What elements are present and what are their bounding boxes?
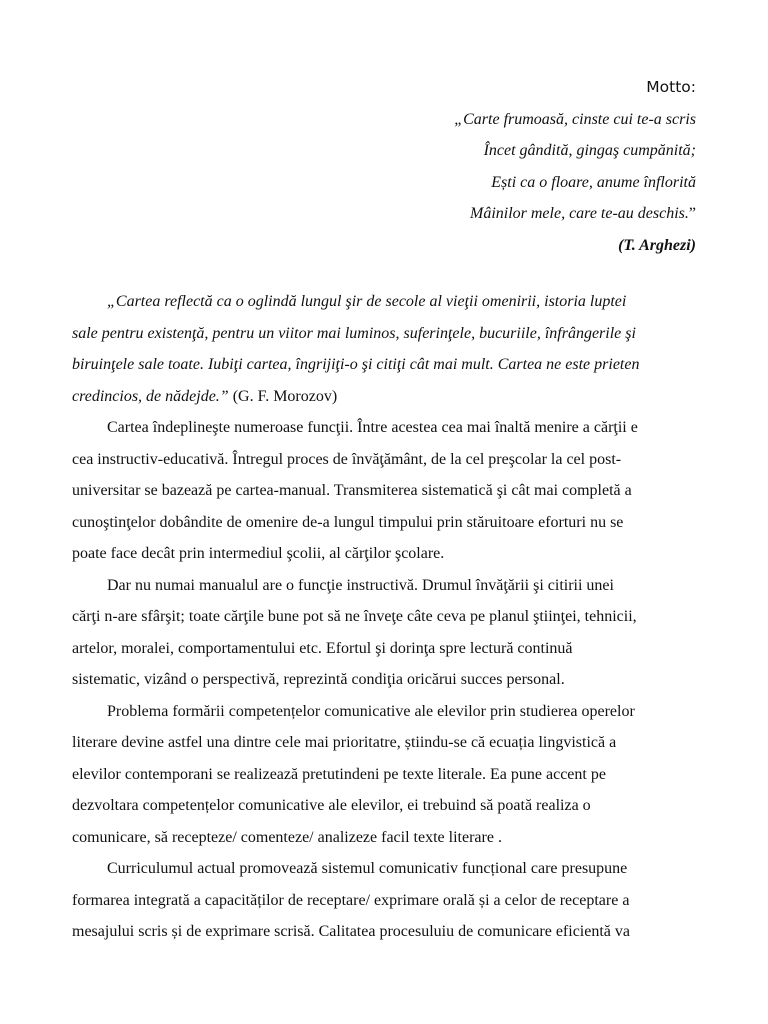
motto-heading-line	[72, 72, 696, 104]
paragraph-line: artelor, moralei, comportamentului etc. Efortul şi dorinţa spre lectură continuă	[72, 639, 573, 657]
paragraph-line: comunicare, să recepteze/ comenteze/ analizeze facil texte literare .	[72, 828, 502, 846]
paragraph-line: Dar nu numai manualul are o funcţie instructivă. Drumul învăţării şi citirii unei	[107, 576, 614, 594]
quote-last-line	[72, 381, 696, 413]
motto-block	[72, 72, 696, 261]
paragraph	[72, 570, 696, 696]
motto-verse-line: Ești ca o floare, anume înflorită	[491, 173, 696, 191]
motto-author: (T. Arghezi)	[618, 236, 696, 254]
motto-verse-line: Încet gândită, gingaş cumpănită;	[483, 142, 696, 159]
quote-line: biruinţele sale toate. Iubiţi cartea, îngrijiţi-o şi citiţi cât mai mult. Cartea ne este prieten	[72, 356, 640, 373]
paragraph-line: poate face decât prin intermediul şcolii, al cărţilor şcolare.	[72, 545, 445, 562]
paragraph-line: Problema formării competențelor comunicative ale elevilor prin studierea operelor	[107, 702, 635, 720]
motto-colon: :	[690, 78, 696, 96]
paragraph-line: formarea integrată a capacităților de receptare/ exprimare orală și a celor de receptare a	[72, 891, 630, 909]
motto-heading: Motto	[646, 78, 691, 96]
motto-verse-line-last	[72, 198, 696, 230]
paragraph-line: Curriculumul actual promovează sistemul comunicativ funcțional care presupune	[107, 860, 628, 877]
paragraph-line: cunoştinţelor dobândite de omenire de-a lungul timpului prin stăruitoare eforturi nu se	[72, 513, 624, 531]
motto-closing-quote: ”	[688, 205, 696, 222]
motto-verse-text: Mâinilor mele, care te-au deschis.	[469, 205, 689, 222]
paragraph-line: dezvoltara competențelor comunicative ale elevilor, ei trebuind să poată realiza o	[72, 797, 591, 814]
paragraph	[72, 696, 696, 854]
paragraph-line: universitar se bazează pe cartea-manual. Transmiterea sistematică şi cât mai completă a	[72, 482, 632, 499]
paragraph-line: elevilor contemporani se realizează pretutindeni pe texte literale. Ea pune accent pe	[72, 765, 606, 783]
quote-attribution: (G. F. Morozov)	[228, 387, 338, 405]
paragraph	[72, 853, 696, 948]
paragraph-line: mesajului scris și de exprimare scrisă. Calitatea procesuluiu de comunicare eficientă va	[72, 923, 630, 940]
quote-paragraph	[72, 286, 696, 412]
paragraph-line: Cartea îndeplineşte numeroase funcţii. Între acestea cea mai înaltă menire a cărţii e	[107, 419, 638, 436]
motto-verse-line: „Carte frumoasă, cinste cui te-a scris	[454, 110, 696, 128]
quote-line: „Cartea reflectă ca o oglindă lungul şir de secole al vieţii omenirii, istoria luptei	[107, 293, 627, 310]
paragraph	[72, 412, 696, 570]
paragraph-line: cărţi n-are sfârşit; toate cărţile bune pot să ne înveţe câte ceva pe planul ştiinţei, tehnicii,	[72, 608, 637, 625]
quote-line: sale pentru existenţă, pentru un viitor mai luminos, suferinţele, bucuriile, înfrângerile şi	[72, 324, 636, 342]
quote-line-text: credincios, de nădejde.”	[72, 387, 229, 405]
paragraph-line: literare devine astfel una dintre cele mai prioritatre, știindu-se că ecuația lingvistică a	[72, 734, 617, 751]
paragraph-line: cea instructiv-educativă. Întregul proces de învăţământ, de la cel preşcolar la cel post-	[72, 450, 622, 468]
body-text	[72, 286, 696, 948]
paragraph-line: sistematic, vizând o perspectivă, reprezintă condiţia oricărui succes personal.	[72, 671, 565, 688]
